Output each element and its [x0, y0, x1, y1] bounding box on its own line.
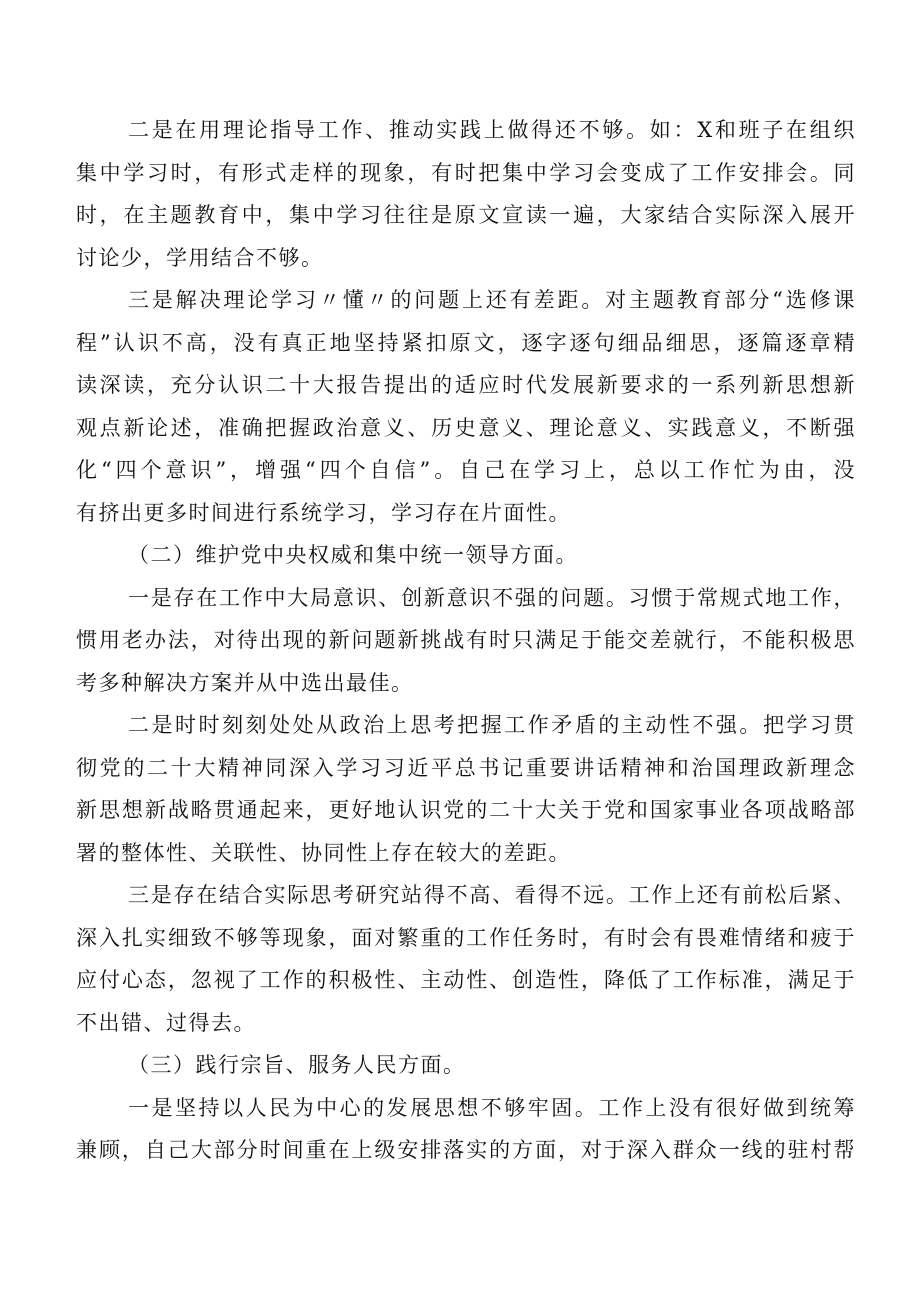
paragraph — [76, 279, 856, 534]
text-line: 彻党的二十大精神同深入学习习近平总书记重要讲话精神和治国理政新理念 — [76, 755, 856, 780]
text-line: 三是解决理论学习〃懂〃的问题上还有差距。对主题教育部分“选修课 — [128, 288, 856, 312]
text-line: 有挤出更多时间进行系统学习，学习存在片面性。 — [76, 500, 571, 525]
text-line: 一是坚持以人民为中心的发展思想不够牢固。工作上没有很好做到统筹 — [128, 1095, 856, 1120]
text-line: 二是时时刻刻处处从政治上思考把握工作矛盾的主动性不强。把学习贯 — [128, 713, 856, 737]
text-line: 化“四个意识”，增强“四个自信”。自己在学习上，总以工作忙为由，没 — [76, 458, 856, 482]
paragraph — [76, 704, 856, 874]
text-line: 署的整体性、关联性、协同性上存在较大的差距。 — [76, 840, 571, 865]
paragraph — [76, 109, 856, 279]
text-line: 惯用老办法，对待出现的新问题新挑战有时只满足于能交差就行，不能积极思 — [76, 628, 856, 652]
text-line: 一是存在工作中大局意识、创新意识不强的问题。习惯于常规式地工作， — [128, 585, 856, 610]
text-line: 新思想新战略贯通起来，更好地认识党的二十大关于党和国家事业各项战略部 — [76, 798, 856, 822]
section-heading-text: （三）践行宗旨、服务人民方面。 — [128, 1053, 466, 1077]
text-line: 深入扎实细致不够等现象，面对繁重的工作任务时，有时会有畏难情绪和疲于 — [76, 925, 856, 950]
document-body — [76, 109, 856, 1172]
text-line: 集中学习时，有形式走样的现象，有时把集中学习会变成了工作安排会。同 — [76, 160, 856, 185]
text-line: 三是存在结合实际思考研究站得不高、看得不远。工作上还有前松后紧、 — [128, 883, 856, 907]
paragraph — [76, 577, 856, 705]
section-heading-text: （二）维护党中央权威和集中统一领导方面。 — [128, 543, 578, 567]
text-line: 应付心态，忽视了工作的积极性、主动性、创造性，降低了工作标准，满足于 — [76, 968, 856, 992]
text-line: 讨论少，学用结合不够。 — [76, 245, 324, 270]
section-heading — [76, 1044, 856, 1087]
text-line: 读深读，充分认识二十大报告提出的适应时代发展新要求的一系列新思想新 — [76, 373, 856, 397]
text-line: 程”认识不高，没有真正地坚持紧扣原文，逐字逐句细品细思，逐篇逐章精 — [76, 330, 856, 355]
text-line: 二是在用理论指导工作、推动实践上做得还不够。如：X和班子在组织 — [128, 118, 856, 142]
section-heading — [76, 534, 856, 577]
text-line: 不出错、过得去。 — [76, 1010, 256, 1035]
paragraph — [76, 874, 856, 1044]
text-line: 观点新论述，准确把握政治意义、历史意义、理论意义、实践意义，不断强 — [76, 415, 856, 440]
text-line: 兼顾，自己大部分时间重在上级安排落实的方面，对于深入群众一线的驻村帮 — [76, 1138, 856, 1162]
text-line: 考多种解决方案并从中选出最佳。 — [76, 670, 414, 695]
text-line: 时，在主题教育中，集中学习往往是原文宣读一遍，大家结合实际深入展开 — [76, 203, 856, 227]
paragraph — [76, 1087, 856, 1172]
